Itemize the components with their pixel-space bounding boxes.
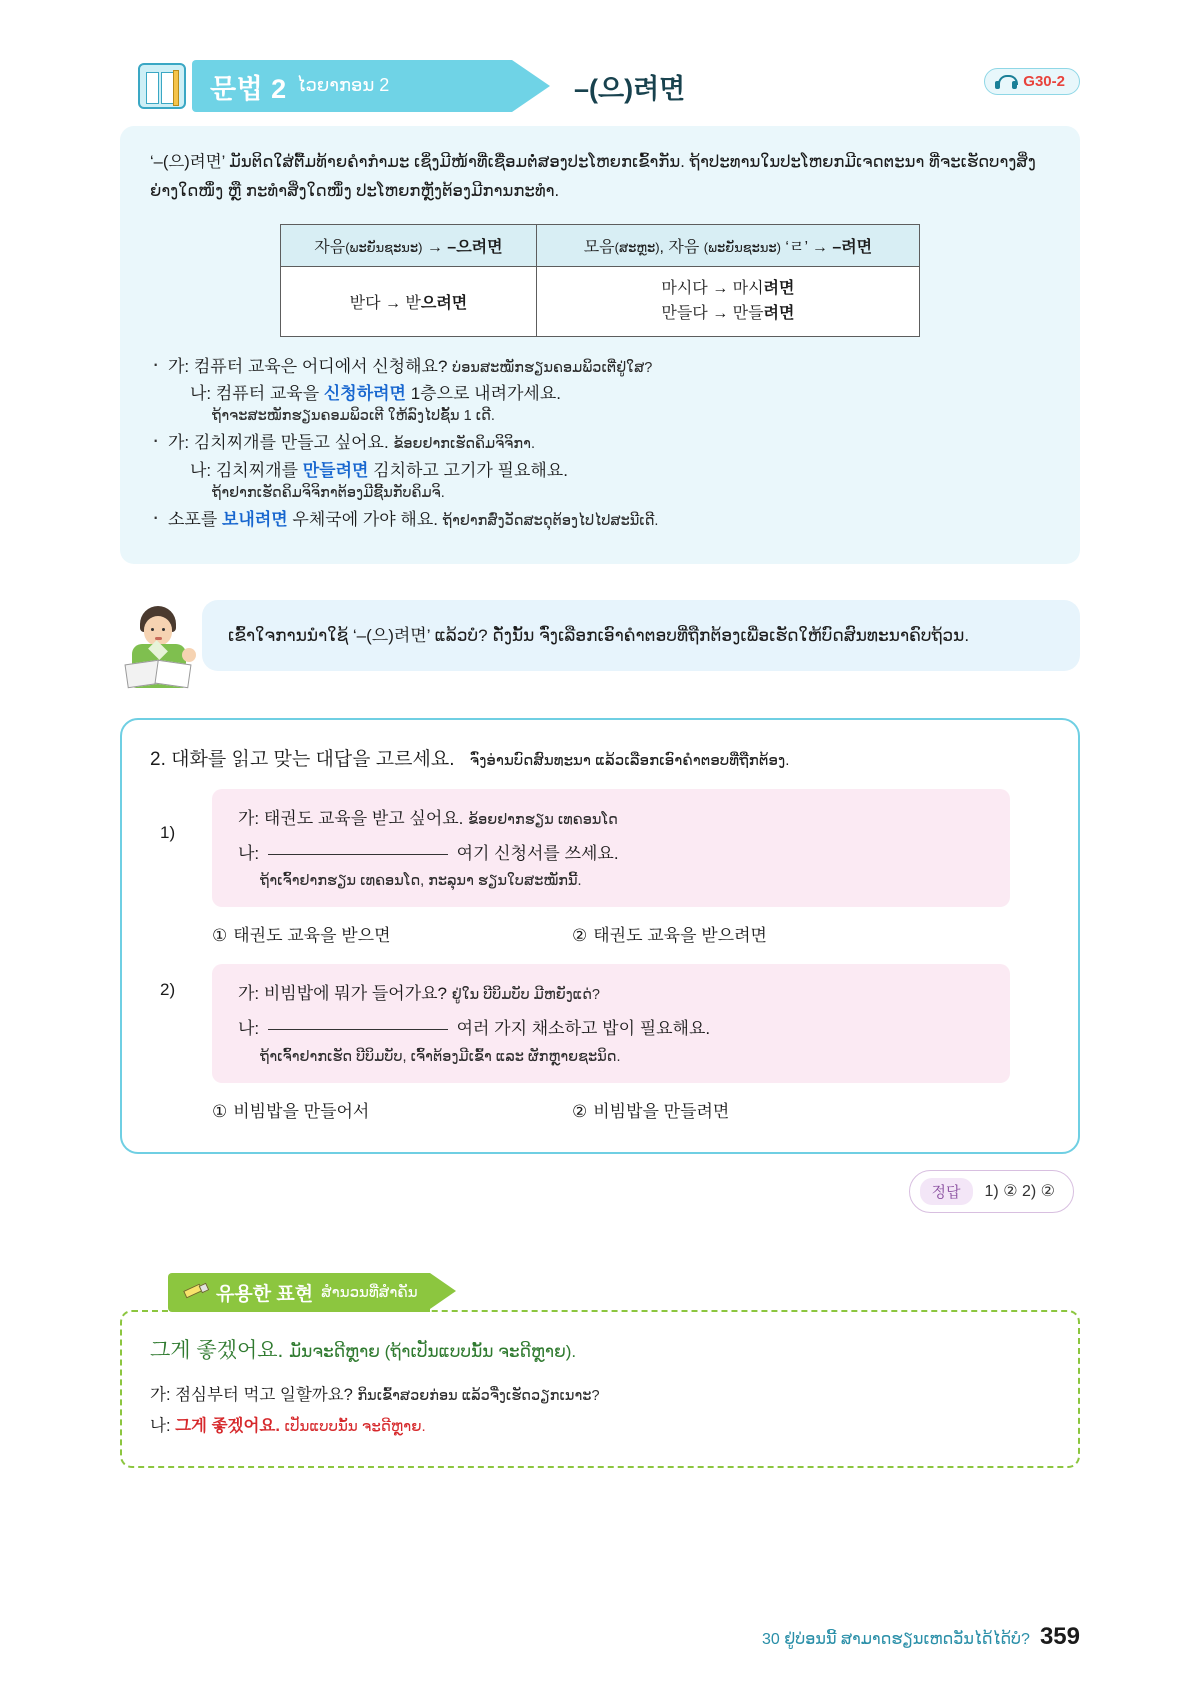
option-group: [212, 1097, 1050, 1122]
option-group: [212, 921, 1050, 946]
grammar-header: [138, 60, 1080, 112]
dialogue-line-with-blank: 나: 여기 신청서를 쓰세요.: [238, 844, 619, 864]
grammar-title-tab: [192, 60, 512, 112]
teacher-avatar-icon: [120, 604, 198, 688]
book-icon: [138, 63, 186, 109]
option-marker-2: ②: [572, 926, 588, 946]
exercise-title-lo: ຈົ່ງອ່ານບົດສົນທະນາ ແລ້ວເລືອກເອົາຄຳຕອບທີ່ຖືກຕ້ອງ.: [469, 751, 790, 769]
exercise-item: [150, 964, 1050, 1082]
footer-page-number: 359: [1039, 1623, 1080, 1650]
grammar-title-lo: ໄວຍາກອນ 2: [296, 74, 390, 95]
useful-main-phrase: [150, 1334, 1050, 1364]
useful-expression-box: [120, 1310, 1080, 1469]
table-cell-vowel-examples: 마시다 → 마시려면 만들다 → 만들려면: [536, 266, 919, 336]
list-item: [150, 506, 1050, 533]
grammar-form: –(으)려면: [574, 73, 686, 104]
dialogue-card: [212, 964, 1010, 1082]
exercise-box: [120, 718, 1080, 1154]
dialogue-line: · 소포를 보내려면 우체국에 가야 해요. ຖ້າຢາກສົ່ງວັດສະດຸຕ້ອງໄປໄປສະນີເດີ.: [168, 509, 659, 529]
table-header-vowel: 모음(ສະຫຼະ), 자음 (ພະຍັນຊະນະ) ‘ㄹ’ → –려면: [536, 224, 919, 266]
dialogue-translation: ຖ້າເຈົ້າຢາກເຮັດ ບີບິມບັບ, ເຈົ້າຕ້ອງມີເຂົ້າ ແລະ ຜັກຫຼາຍຊະນິດ.: [260, 1048, 621, 1065]
exercise-title: [150, 744, 1050, 771]
list-item: [150, 429, 1050, 500]
example-dialogue-list: [150, 353, 1050, 533]
table-cell-consonant-example: 받다 → 받으려면: [281, 266, 537, 336]
dialogue-line: 가: 비빔밥에 뭐가 들어가요? ຢູ່ໃນ ບີບິມບັບ ມີຫຍັງແດ່?: [238, 984, 600, 1004]
answer-blank[interactable]: [268, 854, 448, 855]
answer-blank[interactable]: [268, 1029, 448, 1030]
explanation-paragraph: ‘–(으)려면’ ມັນຕິດໃສ່ຕື້ມທ້າຍຄຳກຳມະ ເຊິ່ງມີໜ້າທີ່ເຊື່ອມຕໍ່ສອງປະໂຫຍກເຂົ້າກັນ. ຖ້າປະທານໃນປະໂຫຍກມີເຈດຕະນາ ທີ່ຈະເຮັດບາງສິ່ງຍ່າງໃດໜຶ່ງ ຫຼື ກະທຳສິ່ງໃດໜຶ່ງ ປະໂຫຍກຫຼັງຕ້ອງມີການກະທຳ.: [150, 153, 1036, 200]
option-1[interactable]: [212, 1097, 572, 1122]
exercise-title-ko: 대화를 읽고 맞는 대답을 고르세요.: [171, 748, 455, 770]
option-marker-2: ②: [572, 1101, 588, 1121]
dialogue-line: 가: 점심부터 먹고 일할까요? ກິນເຂົ້າສວຍກ່ອນ ແລ້ວຈື່ງເຮັດວຽກເນາະ?: [150, 1385, 600, 1404]
option-marker-1: ①: [212, 1101, 228, 1121]
option-2[interactable]: [572, 921, 932, 946]
useful-main-lo: ມັນຈະດີຫຼາຍ (ຖ້າເປັນແບບນັ້ນ ຈະດີຫຼາຍ).: [289, 1341, 577, 1361]
pencil-icon: [182, 1281, 208, 1303]
useful-expression-tab: [168, 1273, 430, 1312]
useful-tab-label-ko: 유용한 표현: [216, 1283, 314, 1305]
option-2[interactable]: [572, 1097, 932, 1122]
option-label-1: 비빔밥을 만들어서: [233, 1101, 370, 1121]
exercise-number: 2.: [150, 748, 166, 770]
dialogue-line-with-blank: 나: 여러 가지 채소하고 밥이 필요해요.: [238, 1019, 711, 1039]
dialogue-translation: ຖ້າຈະສະໝັກຮຽນຄອມພິວເຕີ ໃຫ້ລົງໄປຊັ້ນ 1 ເດີ.: [212, 408, 495, 425]
dialogue-translation: ຖ້າຢາກເຮັດຄິມຈິຈິກາຕ້ອງມີຊີ້ນກັບຄິມຈິ.: [212, 484, 445, 501]
exercise-item: [150, 789, 1050, 907]
teacher-tip: [120, 600, 1080, 688]
dialogue-translation: ຖ້າເຈົ້າຢາກຮຽນ ເທຄອນໂດ, ກະລຸນາ ຮຽນໃບສະໝັກນີ້.: [260, 873, 582, 890]
option-label-1: 태권도 교육을 받으면: [233, 926, 391, 946]
page-footer: [762, 1623, 1080, 1651]
answer-row: [120, 1170, 1080, 1213]
grammar-title-ko: 문법 2: [210, 73, 287, 104]
useful-dialogue: [150, 1380, 1050, 1443]
answer-badge: 정답: [920, 1178, 973, 1205]
option-label-2: 태권도 교육을 받으려면: [593, 926, 767, 946]
tip-bubble-text: ເຂົ້າໃຈການນຳໃຊ້ ‘–(으)려면’ ແລ້ວບໍ? ດັ່ງນັ້ນ ຈົ່ງເລືອກເອົາຄຳຕອບທີ່ຖືກຕ້ອງເພື່ອເຮັດໃຫ້ບົດສົນທະນາຄົບຖ້ວນ.: [202, 600, 1080, 671]
list-item: [150, 353, 1050, 424]
table-header-row: [281, 224, 920, 266]
useful-main-ko: 그게 좋겠어요.: [150, 1338, 284, 1362]
useful-tab-label-lo: ສຳນວນທີ່ສຳຄັນ: [321, 1284, 418, 1302]
audio-track-label: G30-2: [1023, 73, 1065, 90]
dialogue-line: · 가: 컴퓨터 교육은 어디에서 신청해요? ບ່ອນສະໝັກຮຽນຄອມພິວເຕີ່ຢູ່ໃສ?: [168, 356, 653, 376]
exercise-item-number: 2): [160, 980, 176, 1000]
table-body-row: [281, 266, 920, 336]
table-header-consonant: 자음(ພະຍັນຊະນະ) → –으려면: [281, 224, 537, 266]
conjugation-table: [280, 224, 920, 337]
explanation-box: [120, 126, 1080, 564]
dialogue-line: 나: 김치찌개를 만들려면 김치하고 고기가 필요해요.: [190, 460, 568, 480]
dialogue-line: 나: 컴퓨터 교육을 신청하려면 1층으로 내려가세요.: [190, 384, 561, 404]
option-marker-1: ①: [212, 926, 228, 946]
dialogue-line: 가: 태권도 교육을 받고 싶어요. ຂ້ອຍຢາກຮຽນ ເທຄອນໂດ: [238, 808, 618, 828]
dialogue-line: · 가: 김치찌개를 만들고 싶어요. ຂ້ອຍຢາກເຮັດຄິມຈິຈິກາ.: [168, 433, 535, 453]
answer-chip: [909, 1170, 1074, 1213]
option-1[interactable]: [212, 921, 572, 946]
answer-value: 1) ② 2) ②: [984, 1183, 1055, 1201]
audio-track-badge[interactable]: [984, 68, 1080, 95]
headphone-icon: [995, 75, 1017, 89]
footer-chapter-text: 30 ຢູ່ບ່ອນນີ້ ສາມາດຮຽນເຫດວັນໄດ້ໄດ້ບໍ?: [762, 1631, 1030, 1648]
useful-expression-section: [120, 1273, 1080, 1469]
option-label-2: 비빔밥을 만들려면: [593, 1101, 730, 1121]
exercise-item-number: 1): [160, 822, 176, 842]
dialogue-line: 나: 그게 좋겠어요. ເປັນແບບນັ້ນ ຈະດີຫຼາຍ.: [150, 1416, 426, 1435]
dialogue-card: [212, 789, 1010, 907]
